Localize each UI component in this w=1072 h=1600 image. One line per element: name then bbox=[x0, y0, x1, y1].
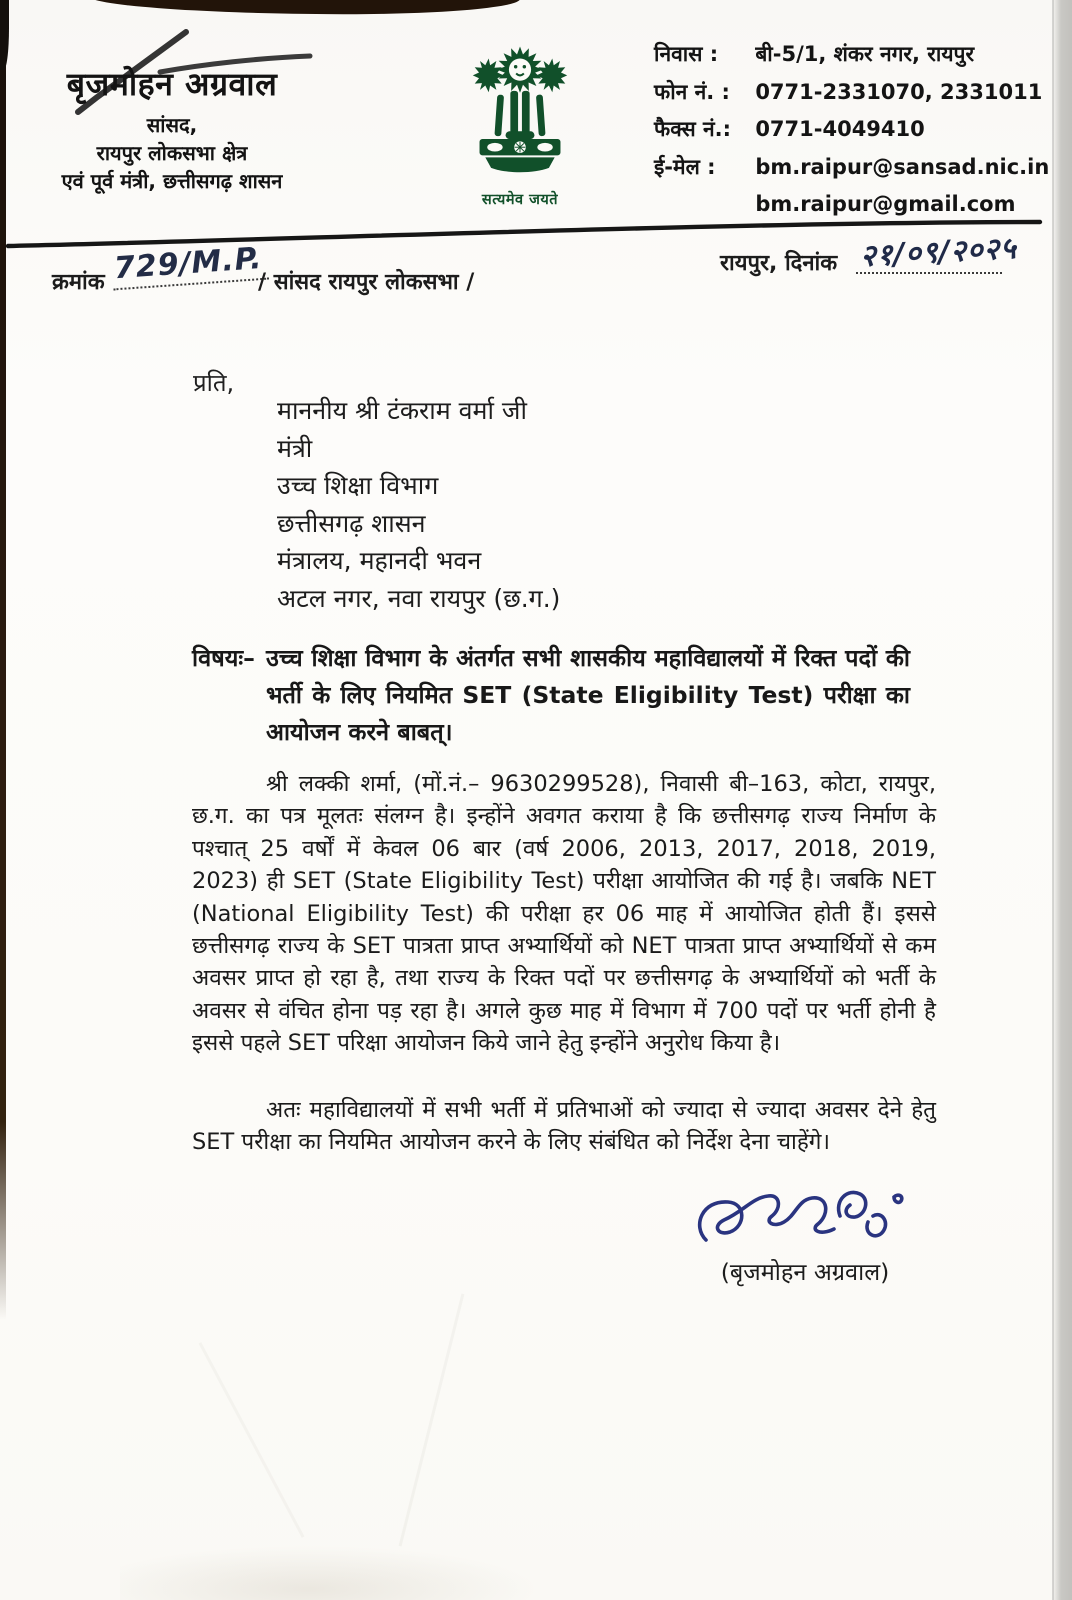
contact-label: फोन नं. : bbox=[654, 79, 730, 104]
date-label: रायपुर, दिनांक bbox=[720, 251, 838, 276]
subject-label: विषयः– bbox=[192, 644, 255, 672]
sender-title-line: एवं पूर्व मंत्री, छत्तीसगढ़ शासन bbox=[61, 169, 283, 193]
date-handwritten: २१/०९/२०२५ bbox=[859, 230, 1018, 275]
sender-name: बृजमोहन अग्रवाल bbox=[66, 65, 278, 103]
sender-titles bbox=[38, 111, 306, 195]
recipient-line: माननीय श्री टंकराम वर्मा जी bbox=[277, 396, 527, 425]
contact-row bbox=[654, 36, 1034, 74]
scan-edge-artifact-left bbox=[0, 0, 6, 1320]
emblem-motto: सत्यमेव जयते bbox=[481, 192, 559, 208]
paper-crease bbox=[199, 1342, 305, 1538]
reference-label: क्रमांक bbox=[52, 270, 105, 295]
contact-row bbox=[654, 149, 1050, 187]
body-paragraph-1: श्री लक्की शर्मा, (मों.नं.– 9630299528), निवासी बी–163, कोटा, रायपुर, छ.ग. का पत्र मूलतः संलग्न है। इन्होंने अवगत कराया है कि छत्तीसगढ़ राज्य निर्माण के पश्चात् 25 वर्षों में केवल 06 बार (वर्ष 2006, 2013, 2017, 2018, 2019, 2023) ही SET (State Eligibility Test) परीक्षा आयोजित की गई है। जबकि NET (National Eligibility Test) की परीक्षा हर 06 माह में आयोजित होती हैं। इससे छत्तीसगढ़ राज्य के SET पात्रता प्राप्त अभ्यार्थियों को NET पात्रता प्राप्त अभ्यार्थियों से कम अवसर प्राप्त हो रहा है, तथा राज्य के रिक्त पदों पर छत्तीसगढ़ के अभ्यार्थियों को भर्ती के अवसर से वंचित होना पड़ रहा है। अगले कुछ माह में विभाग में 700 पदों पर भर्ती होनी है इससे पहले SET परिक्षा आयोजन किये जाने हेतु इन्होंने अनुरोध किया है। bbox=[192, 771, 936, 1057]
paper-smudge bbox=[120, 1545, 540, 1600]
body-paragraph-2: अतः महाविद्यालयों में सभी भर्ती में प्रतिभाओं को ज्यादा से ज्यादा अवसर देने हेतु SET परीक्षा का नियमित आयोजन करने के लिए संबंधित को निर्देश देना चाहेंगे। bbox=[192, 1097, 936, 1156]
date-dotted-line bbox=[856, 272, 1002, 274]
reference-handwritten-number: 729/M.P. bbox=[111, 241, 270, 291]
subject-text: उच्च शिक्षा विभाग के अंतर्गत सभी शासकीय महाविद्यालयों में रिक्त पदों की भर्ती के लिए नियमित SET (State Eligibility Test) परीक्षा का आयोजन करने बाबत्। bbox=[266, 644, 910, 746]
letterhead-contact-block bbox=[654, 36, 1050, 224]
recipient-line: उच्च शिक्षा विभाग bbox=[277, 471, 439, 500]
recipient-line: छत्तीसगढ़ शासन bbox=[277, 508, 426, 538]
sender-title-line: रायपुर लोकसभा क्षेत्र bbox=[96, 141, 248, 165]
contact-value: 0771-2331070, 2331011 bbox=[755, 79, 1043, 104]
contact-label: ई-मेल : bbox=[654, 154, 716, 179]
recipient-address-block bbox=[277, 392, 560, 617]
contact-label: निवास : bbox=[654, 42, 719, 66]
salutation: प्रति, bbox=[193, 369, 235, 397]
national-emblem-block bbox=[462, 42, 578, 209]
recipient-line: अटल नगर, नवा रायपुर (छ.ग.) bbox=[277, 583, 561, 613]
contact-value: bm.raipur@gmail.com bbox=[755, 192, 1016, 216]
contact-value: bm.raipur@sansad.nic.in bbox=[755, 154, 1050, 179]
recipient-line: मंत्रालय, महानदी भवन bbox=[277, 546, 482, 575]
letterhead-sender-block bbox=[38, 64, 306, 195]
signatory-name: (बृजमोहन अग्रवाल) bbox=[720, 1258, 890, 1286]
contact-value: 0771-4049410 bbox=[755, 117, 925, 141]
reference-printed-suffix: / सांसद रायपुर लोकसभा / bbox=[258, 270, 475, 295]
subject-line bbox=[192, 640, 910, 751]
ashoka-lion-capital-icon bbox=[467, 42, 573, 184]
contact-value: बी-5/1, शंकर नगर, रायपुर bbox=[755, 42, 975, 66]
contact-row bbox=[654, 111, 1034, 149]
contact-label: फैक्स नं.: bbox=[654, 117, 732, 141]
handwritten-signature-icon bbox=[688, 1182, 940, 1258]
recipient-line: मंत्री bbox=[277, 433, 313, 463]
sender-title-line: सांसद, bbox=[146, 113, 198, 137]
paper-crease bbox=[399, 1293, 465, 1546]
contact-row bbox=[654, 74, 1043, 112]
